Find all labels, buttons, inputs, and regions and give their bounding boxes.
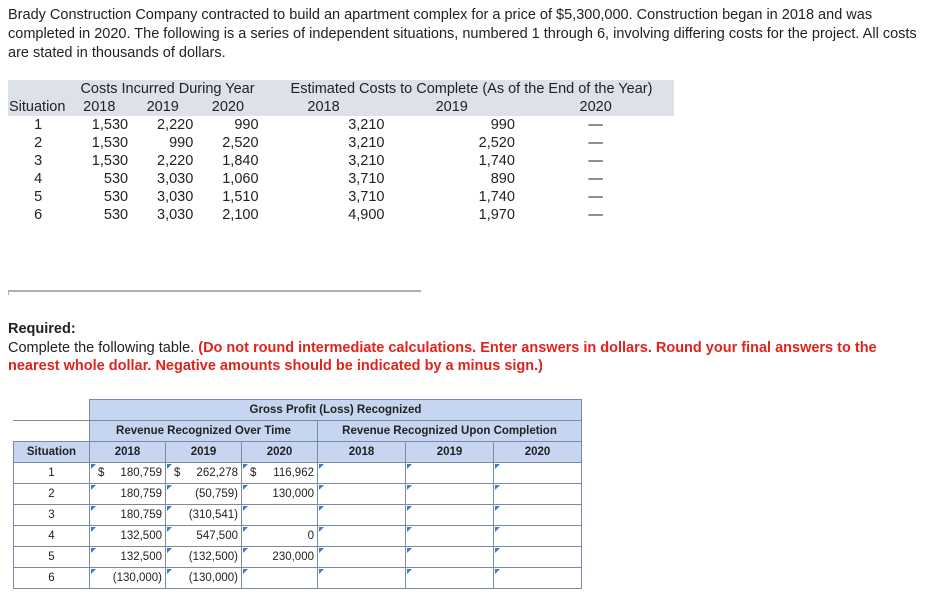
year-header: 2020 — [579, 99, 612, 115]
gross-profit-input[interactable] — [406, 568, 494, 589]
gross-profit-input[interactable] — [318, 505, 406, 526]
costs-incurred-header: Costs Incurred During Year — [80, 81, 255, 97]
situation-row — [8, 170, 674, 188]
input-value: 180,759 — [120, 467, 162, 479]
gross-profit-input[interactable]: 132,500 — [90, 526, 166, 547]
cost-value: 530 — [103, 207, 129, 223]
gross-profit-input[interactable] — [166, 463, 242, 484]
cost-value: 2,520 — [222, 135, 259, 151]
year-header: 2018 — [90, 442, 166, 463]
cost-value: 1,530 — [91, 117, 129, 133]
year-header: 2020 — [242, 442, 318, 463]
gross-profit-input[interactable]: 0 — [242, 526, 318, 547]
situation-row — [8, 116, 674, 134]
gross-profit-input[interactable]: 130,000 — [242, 484, 318, 505]
gross-profit-input[interactable] — [318, 547, 406, 568]
cost-value: 1,510 — [222, 189, 259, 205]
cost-value: 3,210 — [348, 135, 385, 151]
gross-profit-input[interactable] — [242, 505, 318, 526]
year-header: 2019 — [406, 442, 494, 463]
gross-profit-input[interactable] — [406, 463, 494, 484]
situation-number: 2 — [14, 484, 90, 505]
answer-row — [14, 505, 582, 526]
cost-value: 3,210 — [348, 153, 385, 169]
year-header: 2020 — [211, 99, 245, 115]
cost-value: — — [588, 189, 603, 205]
cost-value: — — [588, 207, 603, 223]
cost-value: 3,030 — [157, 189, 194, 205]
situation-row — [8, 188, 674, 206]
year-header: 2018 — [83, 99, 116, 115]
problem-intro: Brady Construction Company contracted to build an apartment complex for a price of $5,300,000. Construction began in 2018 and was completed in 2020. The following is a series of independent situations, numbered 1 through 6, involving differing costs for the project. All costs are stated in thousands of dollars. — [8, 7, 917, 61]
input-value: 262,278 — [196, 467, 238, 479]
cost-value: 3,710 — [348, 171, 385, 187]
cost-value: 2,220 — [157, 117, 194, 133]
situation-number: 1 — [14, 463, 90, 484]
situation-number: 3 — [14, 505, 90, 526]
situation-number: 4 — [34, 171, 43, 187]
currency-symbol: $ — [174, 467, 181, 479]
gross-profit-input[interactable] — [318, 463, 406, 484]
year-header: 2020 — [494, 442, 582, 463]
gross-profit-input[interactable] — [494, 505, 582, 526]
year-header: 2019 — [435, 99, 468, 115]
answer-row — [14, 547, 582, 568]
gross-profit-input[interactable] — [242, 568, 318, 589]
required-heading: Required: — [8, 321, 76, 337]
gross-profit-input[interactable]: (50,759) — [166, 484, 242, 505]
over-time-header: Revenue Recognized Over Time — [90, 421, 318, 442]
situation-number: 2 — [34, 135, 43, 151]
situation-number: 3 — [34, 153, 43, 169]
gross-profit-input[interactable] — [90, 463, 166, 484]
answer-row — [14, 484, 582, 505]
estimated-costs-header: Estimated Costs to Complete (As of the End of the Year) — [290, 81, 653, 97]
gross-profit-input[interactable] — [494, 568, 582, 589]
cost-value: 990 — [169, 135, 194, 151]
situation-col-header: Situation — [9, 99, 66, 115]
gross-profit-input[interactable]: 180,759 — [90, 484, 166, 505]
situation-col-header: Situation — [14, 442, 90, 463]
situation-number: 4 — [14, 526, 90, 547]
cost-value: 990 — [490, 117, 515, 133]
answer-row — [14, 568, 582, 589]
cost-value: 530 — [103, 189, 129, 205]
cost-value: 4,900 — [348, 207, 385, 223]
gross-profit-answer-table — [13, 399, 582, 589]
gross-profit-input[interactable] — [494, 484, 582, 505]
situation-row — [8, 152, 674, 170]
cost-value: 1,970 — [478, 207, 515, 223]
situation-number: 6 — [34, 207, 43, 223]
year-header: 2019 — [146, 99, 179, 115]
gross-profit-input[interactable]: (132,500) — [166, 547, 242, 568]
gross-profit-input[interactable]: 180,759 — [90, 505, 166, 526]
cost-value: 1,840 — [222, 153, 259, 169]
situation-number: 5 — [34, 189, 43, 205]
input-value: 116,962 — [273, 467, 314, 479]
gross-profit-input[interactable]: 132,500 — [90, 547, 166, 568]
gross-profit-input[interactable]: (130,000) — [90, 568, 166, 589]
cost-data-table — [8, 80, 653, 224]
cost-value: 3,030 — [157, 207, 194, 223]
instruction-text: Complete the following table. — [8, 340, 195, 356]
gross-profit-input[interactable] — [494, 547, 582, 568]
situation-number: 6 — [14, 568, 90, 589]
cost-value: — — [588, 117, 603, 133]
cost-value: — — [588, 153, 603, 169]
cost-value: 1,530 — [91, 135, 129, 151]
cost-value: — — [588, 171, 603, 187]
gross-profit-input[interactable]: 547,500 — [166, 526, 242, 547]
cost-value: 990 — [234, 117, 259, 133]
cost-value: 3,710 — [348, 189, 385, 205]
situation-number: 1 — [34, 117, 43, 133]
upon-completion-header: Revenue Recognized Upon Completion — [318, 421, 582, 442]
gross-profit-input[interactable] — [318, 526, 406, 547]
cost-value: 1,060 — [222, 171, 259, 187]
cost-value: 530 — [103, 171, 129, 187]
instructions — [8, 339, 932, 375]
table-divider — [8, 290, 421, 295]
gross-profit-input[interactable]: (130,000) — [166, 568, 242, 589]
year-header: 2019 — [166, 442, 242, 463]
gross-profit-input[interactable] — [494, 463, 582, 484]
cost-value: — — [588, 135, 603, 151]
cost-value: 2,220 — [157, 153, 194, 169]
currency-symbol: $ — [98, 467, 105, 479]
gross-profit-input[interactable] — [242, 463, 318, 484]
gross-profit-input[interactable] — [406, 484, 494, 505]
gross-profit-input[interactable] — [318, 484, 406, 505]
cost-value: 2,520 — [478, 135, 515, 151]
gross-profit-input[interactable] — [318, 568, 406, 589]
answer-row — [14, 526, 582, 547]
gross-profit-input[interactable] — [406, 505, 494, 526]
gross-profit-input[interactable] — [406, 547, 494, 568]
instruction-note: (Do not round intermediate calculations. Enter answers in dollars. Round your final answers to the nearest whole dollar. Negative amounts should be indicated by a minus sign.) — [8, 340, 877, 374]
cost-value: 1,740 — [478, 189, 515, 205]
cost-value: 3,030 — [157, 171, 194, 187]
cost-value: 1,530 — [91, 153, 129, 169]
currency-symbol: $ — [250, 467, 257, 479]
cost-value: 2,100 — [222, 207, 259, 223]
gross-profit-input[interactable] — [406, 526, 494, 547]
cost-value: 1,740 — [478, 153, 515, 169]
gross-profit-input[interactable]: (310,541) — [166, 505, 242, 526]
answer-row — [14, 463, 582, 484]
cost-value: 890 — [490, 171, 515, 187]
gross-profit-title: Gross Profit (Loss) Recognized — [90, 400, 582, 421]
cost-value: 3,210 — [348, 117, 385, 133]
situation-number: 5 — [14, 547, 90, 568]
gross-profit-input[interactable] — [494, 526, 582, 547]
year-header: 2018 — [318, 442, 406, 463]
year-header: 2018 — [307, 99, 340, 115]
situation-row — [8, 134, 674, 152]
situation-row — [8, 206, 674, 224]
gross-profit-input[interactable]: 230,000 — [242, 547, 318, 568]
